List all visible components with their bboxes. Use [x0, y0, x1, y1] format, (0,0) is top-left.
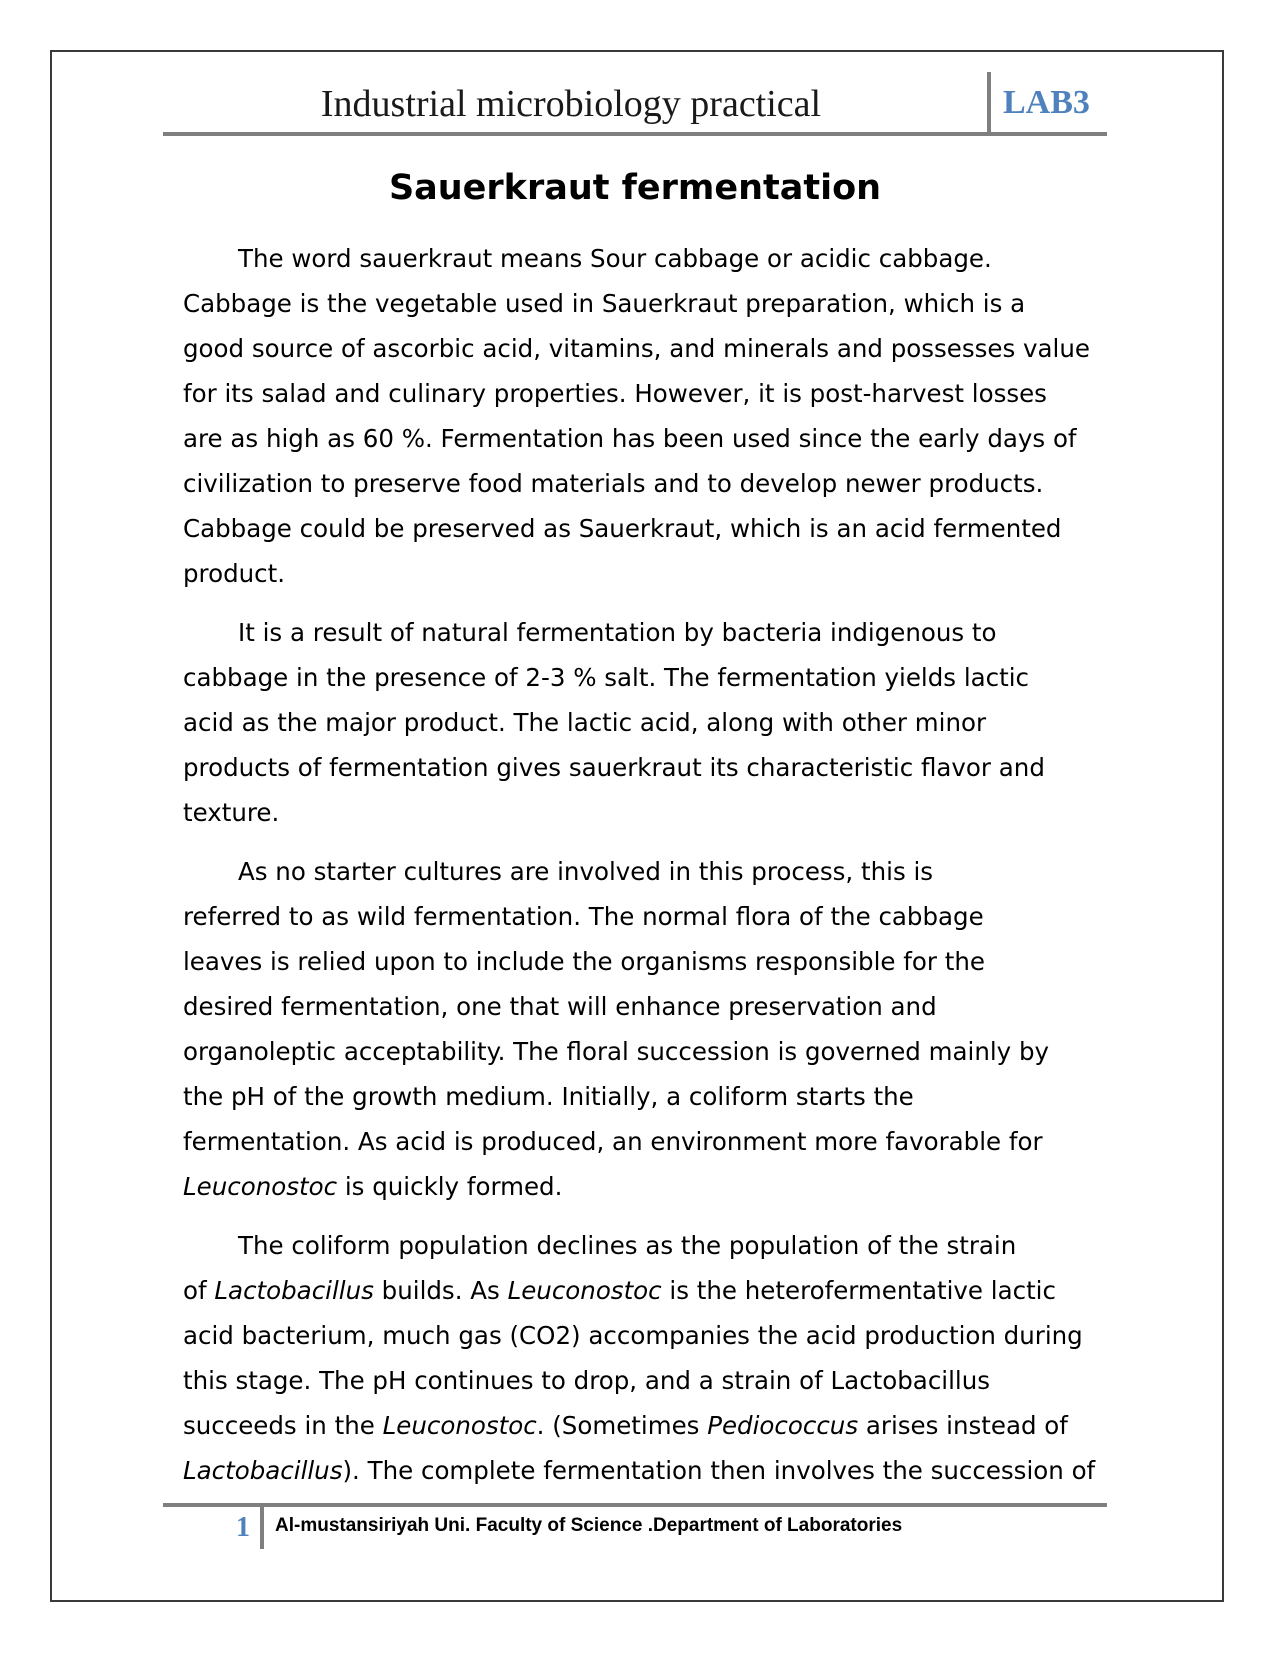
text-run: . (Sometimes: [536, 1411, 708, 1440]
text-line: [183, 281, 1183, 326]
text-line: [183, 1403, 1183, 1448]
text-line: [183, 1074, 1183, 1119]
header-divider: [987, 72, 991, 132]
text-run: leaves is relied upon to include the organisms responsible for the: [183, 947, 985, 976]
text-line: [183, 1029, 1183, 1074]
footer-divider: [260, 1507, 264, 1549]
text-line: [183, 371, 1183, 416]
text-run: is the heterofermentative lactic: [661, 1276, 1056, 1305]
text-run: fermentation. As acid is produced, an environment more favorable for: [183, 1127, 1043, 1156]
italic-term: Lactobacillus: [183, 1456, 343, 1485]
text-run: civilization to preserve food materials and to develop newer products.: [183, 469, 1044, 498]
text-run: Cabbage is the vegetable used in Sauerkraut preparation, which is a: [183, 289, 1026, 318]
text-run: good source of ascorbic acid, vitamins, and minerals and possesses value: [183, 334, 1090, 363]
text-line: [183, 416, 1183, 461]
paragraph: [183, 236, 1183, 596]
page-header: [163, 72, 1107, 136]
italic-term: Pediococcus: [707, 1411, 859, 1440]
text-line: [183, 461, 1183, 506]
text-line: [183, 551, 1183, 596]
italic-term: Lactobacillus: [214, 1276, 374, 1305]
text-run: for its salad and culinary properties. However, it is post-harvest losses: [183, 379, 1047, 408]
text-run: acid as the major product. The lactic acid, along with other minor: [183, 708, 987, 737]
footer-text: Al-mustansiriyah Uni. Faculty of Science .Department of Laboratories: [275, 1515, 903, 1536]
text-run: The coliform population declines as the population of the strain: [238, 1231, 1017, 1260]
text-run: referred to as wild fermentation. The normal flora of the cabbage: [183, 902, 984, 931]
text-line: [183, 849, 1183, 894]
text-line: [183, 1223, 1183, 1268]
text-line: [183, 984, 1183, 1029]
document-body: [183, 236, 1183, 1507]
text-run: cabbage in the presence of 2-3 % salt. The fermentation yields lactic: [183, 663, 1029, 692]
text-line: [183, 790, 1183, 835]
text-line: [183, 1358, 1183, 1403]
document-title: Sauerkraut fermentation: [388, 168, 882, 208]
footer-rule: [163, 1503, 1107, 1507]
text-run: It is a result of natural fermentation by bacteria indigenous to: [238, 618, 997, 647]
text-line: [183, 939, 1183, 984]
text-run: are as high as 60 %. Fermentation has been used since the early days of: [183, 424, 1077, 453]
text-run: is quickly formed.: [337, 1172, 563, 1201]
italic-term: Leuconostoc: [183, 1172, 338, 1201]
text-line: [183, 1119, 1183, 1164]
text-run: As no starter cultures are involved in this process, this is: [238, 857, 934, 886]
text-line: [183, 1313, 1183, 1358]
paragraph: [183, 849, 1183, 1209]
text-run: Cabbage could be preserved as Sauerkraut, which is an acid fermented: [183, 514, 1062, 543]
text-line: [183, 700, 1183, 745]
text-run: this stage. The pH continues to drop, and a strain of Lactobacillus: [183, 1366, 991, 1395]
text-run: builds. As: [373, 1276, 508, 1305]
text-run: arises instead of: [858, 1411, 1068, 1440]
text-run: The word sauerkraut means Sour cabbage or acidic cabbage.: [238, 244, 992, 273]
text-line: [183, 745, 1183, 790]
text-line: [183, 894, 1183, 939]
text-run: succeeds in the: [183, 1411, 383, 1440]
text-line: [183, 506, 1183, 551]
page-number: 1: [236, 1512, 250, 1543]
text-line: [183, 1268, 1183, 1313]
header-title: Industrial microbiology practical: [320, 83, 822, 125]
text-line: [183, 1448, 1183, 1493]
text-line: [183, 236, 1183, 281]
text-line: [183, 1164, 1183, 1209]
text-run: organoleptic acceptability. The floral succession is governed mainly by: [183, 1037, 1049, 1066]
lab-label: LAB3: [1003, 84, 1090, 121]
italic-term: Leuconostoc: [507, 1276, 662, 1305]
text-run: ). The complete fermentation then involves the succession of: [342, 1456, 1096, 1485]
text-line: [183, 326, 1183, 371]
text-run: texture.: [183, 798, 280, 827]
text-run: products of fermentation gives sauerkraut its characteristic flavor and: [183, 753, 1045, 782]
text-run: of: [183, 1276, 215, 1305]
text-run: product.: [183, 559, 286, 588]
italic-term: Leuconostoc: [382, 1411, 537, 1440]
text-run: the pH of the growth medium. Initially, a coliform starts the: [183, 1082, 914, 1111]
text-line: [183, 655, 1183, 700]
text-run: acid bacterium, much gas (CO2) accompanies the acid production during: [183, 1321, 1083, 1350]
paragraph: [183, 610, 1183, 835]
text-run: desired fermentation, one that will enhance preservation and: [183, 992, 937, 1021]
paragraph: [183, 1223, 1183, 1493]
text-line: [183, 610, 1183, 655]
